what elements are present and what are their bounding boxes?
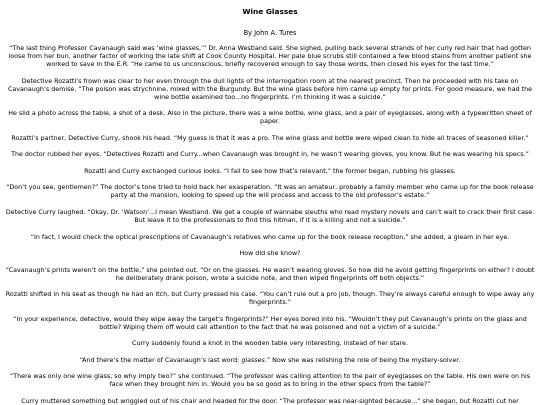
story-body	[4, 45, 536, 405]
story-paragraph: “There was only one wine glass, so why imply two?” she continued. “The professor was calling attention to the pair of eyeglasses on the table. His own were on his face when they brought him in. Would you be so good as to bring in the other specs from the table?”	[9, 373, 531, 389]
story-paragraph: Detective Curry laughed. “Okay, Dr. ‘Watson’...I mean Westland. We get a couple of wannabe sleuths who read mystery novels and can’t wait to crack their first case. But leave it to the professionals to find this hitman, if it is a killing and not a suicide.”	[5, 208, 535, 225]
story-paragraph: He slid a photo across the table, a shot of a desk. Also in the picture, there was a wine bottle, wine glass, and a pair of eyeglasses, along with a typewritten sheet of paper.	[8, 110, 532, 126]
story-paragraph-glasses: “And there’s the matter of Cavanaugh’s last word: glasses.” Now she was relishing the role of being the mystery-solver.	[79, 356, 461, 364]
emphasized-word: glasses	[241, 356, 265, 364]
story-paragraph: “In fact, I would check the optical prescriptions of Cavanaugh’s relatives who came up for the book release reception,” she added, a gleam in her eye.	[30, 233, 510, 241]
story-paragraph: “Cavanaugh’s prints weren’t on the bottle,” she pointed out. “Or on the glasses. He wasn’t wearing gloves. So how did he avoid getting fingerprints on either? I doubt he deliberately drank poison, wrote a suicide note, and then wiped fingerprints off both objects.”	[5, 266, 535, 282]
story-paragraph: Rozatti shifted in his seat as though he had an itch, but Curry pressed his case. “You can’t rule out a pro job, though. They’re always careful enough to wipe away any fingerprints.”	[5, 291, 535, 307]
story-paragraph: “In your experience, detective, would they wipe away the target’s fingerprints?” Her eyes bored into his. “Wouldn’t they put Cavanaugh’s prints on the glass and bottle? Wiping them off would call attention to the fact that he was poisoned and not a victim of a suicide.”	[13, 315, 527, 331]
story-paragraph: “Don’t you see, gentlemen?” The doctor’s tone tried to hold back her exasperation. “It was an amateur, probably a family member who came up for the book release party at the mansion, looking to speed up the will process and access to the old professor’s estate.”	[6, 184, 534, 200]
author-byline: By John A. Tures	[243, 29, 297, 37]
story-paragraph: The doctor rubbed her eyes. “Detectives Rozatti and Curry...when Cavanaugh was brought in, he wasn’t wearing gloves, you know. But he was wearing his specs.”	[11, 151, 529, 159]
story-paragraph: Rozatti and Curry exchanged curious looks. “I fail to see how that’s relevant,” the former began, rubbing his glasses.	[84, 167, 456, 175]
story-paragraph: Curry suddenly found a knot in the wooden table very interesting, instead of her stare.	[132, 340, 408, 348]
story-paragraph: Curry muttered something but wriggled out of his chair and headed for the door. “The professor was near-sighted because...” she began, but Rozatti cut her	[21, 397, 519, 405]
story-paragraph: Rozatti’s partner, Detective Curry, shook his head. “My guess is that it was a pro. The wine glass and bottle were wiped clean to hide all traces of seasoned killer.”	[11, 134, 529, 142]
story-title: Wine Glasses	[242, 7, 298, 16]
story-question: How did she know?	[239, 250, 301, 258]
story-paragraph: “The last thing Professor Cavanaugh said was ‘wine glasses,’” Dr. Anna Westland said. She sighed, pulling back several strands of her curly red hair that had gotten loose from her bun, another factor of working the late shift at Cook County Hospital. Her pale blue scrubs still contained a few blood stains from another patient she worked to save in the E.R. “He came to us unconscious, briefly recovered enough to say those words, then closed his eyes for the last time.”	[8, 45, 532, 69]
story-paragraph: Detective Rozatti’s frown was clear to her even through the dull lights of the interrogation room at the nearest precinct. Then he proceeded with his take on Cavanaugh’s demise. “The poison was strychnine, mixed with the Burgundy. But the wine glass before him came up empty for prints. For good measure, we had the wine bottle examined too...no fingerprints. I’m thinking it was a suicide.”	[7, 77, 533, 101]
